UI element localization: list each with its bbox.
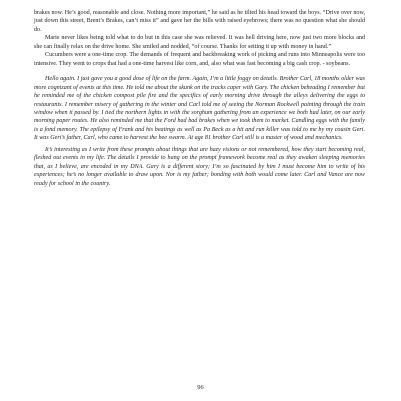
page-number: 96 (197, 384, 204, 391)
paragraph-cucumbers: Cucumbers were a one-time crop. The demands of frequent and backbreaking work of picking and runs into Minneapolis were too intensive. They went to crops that had a one-time harvest like corn, and, also what was fast becoming a big cash crop. - soybeans. (34, 52, 365, 67)
paragraph-hello-again: Hello again. I just gave you a good dose of life on the farm. Again, I’m a little foggy on details. Brother Carl, 18 months older was more cognizant of events at this time. He told me about the skunk on the tracks caper with Gary. The chicken beheading I remember but he reminded me of the chicken compost pile fire and the specifics of early morning drive through the alleys delivering the eggs to restaurants. I remember misery of gathering in the winter and Carl told me of seeing the Norman Rockwell painting through the train window when it passed by. I tied the northern lights in with the sorghum gathering from an experience we both had later, on our early morning paper routes. He also reminded me that the Ford had bad brakes when we took them to market. Candling eggs with the family is a fond memory. The epilepsy of Frank and his beatings as well as Pa Beck as a hit and run killer was told to me by my cousin Geri. It was Geri’s father, Carl, who came to harvest the bee swarm. At age 81 brother Carl still is a master of wood and mechanics. (34, 76, 365, 142)
paragraph-spacer (34, 68, 365, 75)
paragraph-reflection: It’s interesting as I write from these prompts about things that are hazy visions or not remembered, how they start becoming real, fleshed out events in my life. The details I provide to hang on the prompt framework become real as they awaken sleeping memories that, as I believe, are encoded in my DNA. Gary is a different story; I’m so fascinated by him I must become him to write of his experiences; he’s no longer available to draw upon. Nor is my father; bonding with both would come later. Carl and Vance are now ready for school in the country. (34, 146, 365, 187)
document-page (34, 9, 365, 188)
paragraph-brakes: brakes now. He’s good, reasonable and close. Nothing more important,” he said as he tilted his head toward the boys. “Drive over now, just down this street, Brent’s Brakes, can’t miss it” and gave her the bills with raised eyebrows; there was no question what she should do. (34, 10, 365, 33)
paragraph-marie: Marie never likes being told what to do but in this case she was relieved. It was hell driving here, now just two more blocks and she can finally relax on the drive home. She smiled and nodded, “of course. Thanks for setting it up with money in hand.” (34, 35, 365, 50)
